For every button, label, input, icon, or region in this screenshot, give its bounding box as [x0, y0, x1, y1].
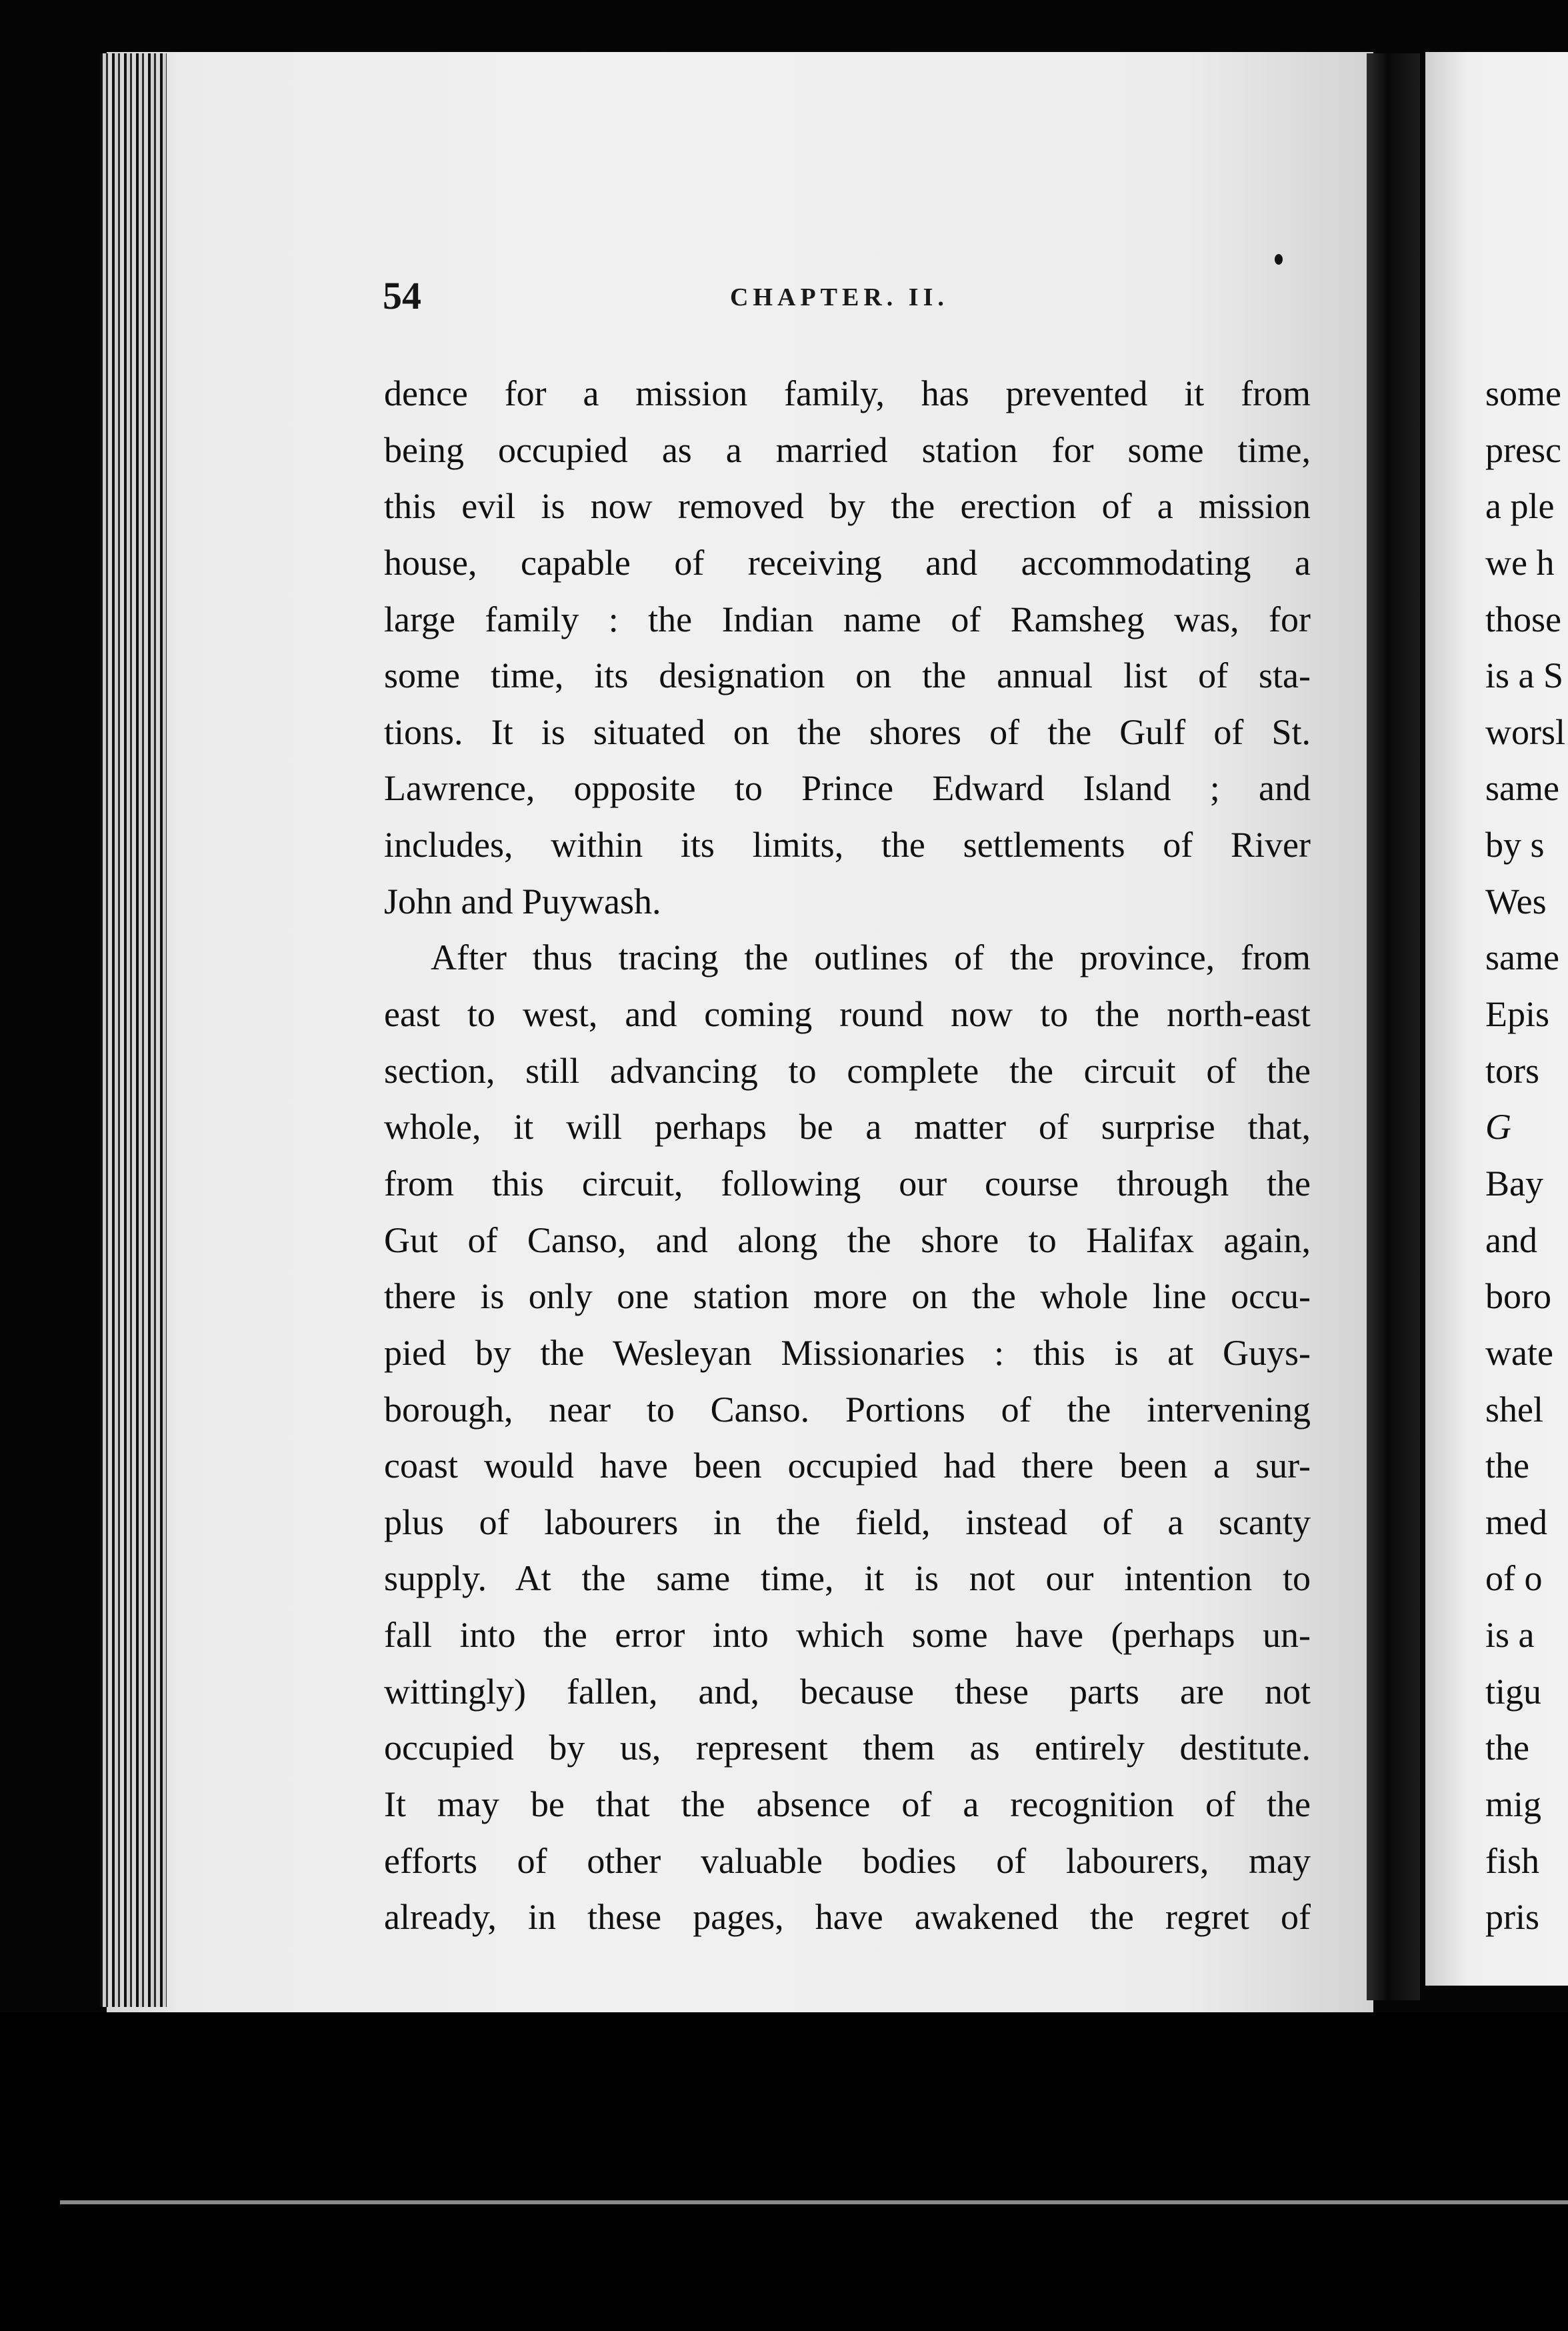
text-line: After thus tracing the outlines of the province, from [431, 937, 1311, 978]
text-line: already, in these pages, have awakened the regret of [384, 1897, 1311, 1938]
facing-line: by s [1485, 825, 1545, 865]
facing-line: mig [1485, 1784, 1542, 1825]
body-text [384, 365, 1311, 1946]
text-line: Gut of Canso, and along the shore to Halifax again, [384, 1220, 1311, 1260]
facing-page-text [1485, 365, 1568, 1946]
text-line: large family : the Indian name of Ramsheg was, for [384, 599, 1311, 639]
chapter-heading: CHAPTER. II. [730, 283, 949, 311]
text-line: there is only one station more on the whole line occu- [384, 1276, 1311, 1317]
scan-bottom-border [0, 2012, 1568, 2331]
text-line: coast would have been occupied had there been a sur- [384, 1446, 1311, 1486]
facing-line: shel [1485, 1389, 1543, 1430]
text-line: pied by the Wesleyan Missionaries : this is at Guys- [384, 1332, 1311, 1373]
facing-line: tors [1485, 1050, 1539, 1091]
text-line: plus of labourers in the field, instead of a scanty [384, 1502, 1311, 1542]
text-line: house, capable of receiving and accommodating a [384, 542, 1311, 583]
text-line: being occupied as a married station for some time, [384, 429, 1311, 470]
facing-line: the [1485, 1446, 1529, 1486]
facing-line: of o [1485, 1558, 1543, 1599]
text-line: dence for a mission family, has prevented it from [384, 373, 1311, 413]
text-line: wittingly) fallen, and, because these parts are not [384, 1671, 1311, 1712]
text-line: includes, within its limits, the settlements of River [384, 825, 1311, 865]
text-line: whole, it will perhaps be a matter of surprise that, [384, 1107, 1311, 1147]
text-line: from this circuit, following our course through the [384, 1163, 1311, 1204]
text-line: some time, its designation on the annual list of sta- [384, 655, 1311, 696]
facing-line: tigu [1485, 1671, 1542, 1712]
text-line: Lawrence, opposite to Prince Edward Island ; and [384, 768, 1311, 809]
facing-line: those [1485, 599, 1561, 639]
text-line: east to west, and coming round now to the north-east [384, 994, 1311, 1035]
facing-line: a ple [1485, 486, 1555, 527]
facing-line: and [1485, 1220, 1537, 1260]
facing-line: same [1485, 937, 1559, 978]
facing-line: pris [1485, 1897, 1539, 1938]
text-line: fall into the error into which some have (perhaps un- [384, 1615, 1311, 1656]
facing-line: Bay [1485, 1163, 1543, 1204]
facing-line: boro [1485, 1276, 1551, 1317]
page-number: 54 [383, 274, 421, 317]
text-line: supply. At the same time, it is not our intention to [384, 1558, 1311, 1599]
text-line: borough, near to Canso. Portions of the intervening [384, 1389, 1311, 1430]
ink-speck [1275, 254, 1283, 265]
text-line: occupied by us, represent them as entirely destitute. [384, 1728, 1311, 1768]
text-line: It may be that the absence of a recognition of the [384, 1784, 1311, 1825]
running-head [0, 273, 1568, 327]
facing-line: med [1485, 1502, 1547, 1542]
facing-line: some [1485, 373, 1561, 413]
facing-line: is a [1485, 1615, 1535, 1656]
scan-bottom-rule [60, 2200, 1568, 2204]
facing-line: Epis [1485, 994, 1550, 1035]
facing-line: G [1485, 1107, 1511, 1147]
facing-line: fish [1485, 1840, 1539, 1881]
facing-line: same [1485, 768, 1559, 809]
facing-line: presc [1485, 429, 1561, 470]
facing-line: Wes [1485, 881, 1547, 921]
text-line: tions. It is situated on the shores of the Gulf of St. [384, 711, 1311, 752]
facing-line: worsl [1485, 711, 1565, 752]
facing-line: wate [1485, 1332, 1553, 1373]
text-line: section, still advancing to complete the circuit of the [384, 1050, 1311, 1091]
page-edge-stripes [100, 53, 167, 2007]
text-line: John and Puywash. [384, 881, 661, 921]
facing-line: is a S [1485, 655, 1564, 696]
facing-line: we h [1485, 542, 1555, 583]
text-line: efforts of other valuable bodies of labourers, may [384, 1840, 1311, 1881]
text-line: this evil is now removed by the erection of a mission [384, 486, 1311, 527]
book-gutter [1367, 53, 1420, 2000]
facing-line: the [1485, 1728, 1529, 1768]
